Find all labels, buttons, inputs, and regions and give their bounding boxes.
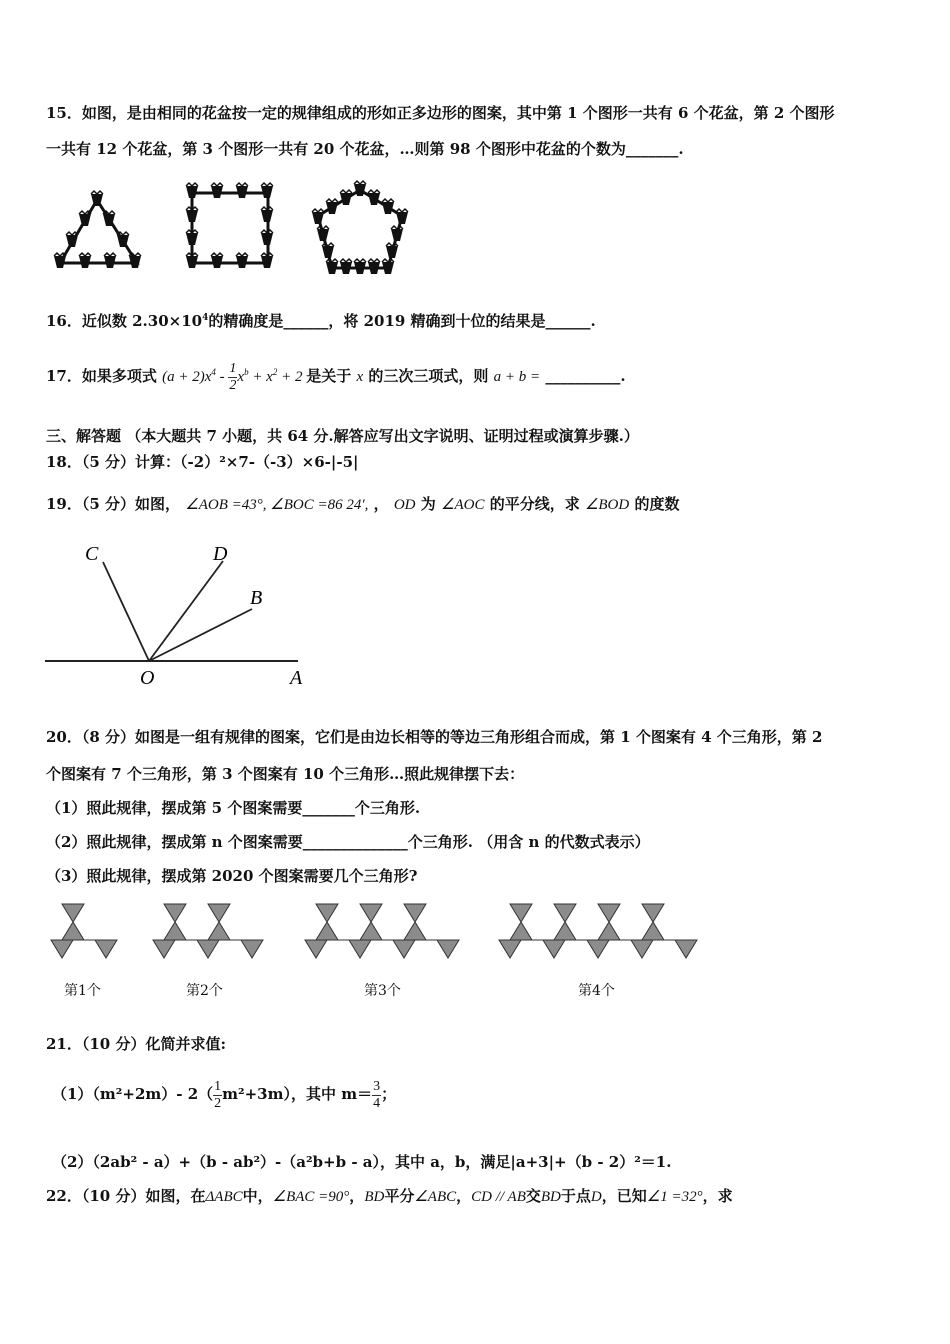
q22-i: ，求 <box>702 1187 733 1205</box>
bottom-triangle <box>499 940 521 958</box>
bottom-triangle <box>587 940 609 958</box>
middle-triangle <box>510 922 532 940</box>
middle-triangle <box>360 922 382 940</box>
q20-sub3: （3）照此规律，摆成第 2020 个图案需要几个三角形? <box>46 867 418 885</box>
flowerpot-square <box>192 193 268 263</box>
q21-m-num: 3 <box>373 1078 381 1094</box>
q17-mid: 是关于 <box>306 367 352 385</box>
q16-exp: 4 <box>202 313 209 323</box>
angle-figure <box>45 538 315 690</box>
top-triangle <box>208 904 230 922</box>
q21-p1-c: ； <box>381 1085 397 1103</box>
triangle-pots <box>54 191 141 268</box>
q16-a: 16．近似数 2.30×10 <box>46 312 203 330</box>
bottom-triangle <box>349 940 371 958</box>
q20-sub2: （2）照此规律，摆成第 n 个图案需要______________个三角形. （用含 n 的代数式表示） <box>46 833 650 851</box>
middle-triangle <box>208 922 230 940</box>
bottom-triangle <box>305 940 327 958</box>
caption-1: 第1个 <box>64 983 101 999</box>
top-triangle <box>510 904 532 922</box>
bottom-triangle <box>153 940 175 958</box>
q19-prefix: 19．（5 分）如图， <box>46 495 181 513</box>
q17-frac-num: 1 <box>229 361 237 377</box>
top-triangle <box>164 904 186 922</box>
q21-m-den: 4 <box>373 1095 381 1111</box>
bottom-triangle <box>437 940 459 958</box>
q17-frac-den: 2 <box>229 378 237 394</box>
q22-ang1: ∠1 =32° <box>646 1189 703 1205</box>
top-triangle <box>62 904 84 922</box>
q16 <box>46 308 596 331</box>
q15-line1: 15．如图，是由相同的花盆按一定的规律组成的形如正多边形的图案，其中第 1 个图形一共有 6 个花盆，第 2 个图形 <box>46 104 835 122</box>
top-triangle <box>316 904 338 922</box>
caption-2: 第2个 <box>186 983 223 999</box>
q17-poly-b: x <box>237 369 245 385</box>
q22-g: 于点 <box>560 1187 591 1205</box>
middle-triangle <box>404 922 426 940</box>
q17-blank: __________. <box>545 367 626 385</box>
bottom-triangle <box>543 940 565 958</box>
q21-p1-frac-den: 2 <box>214 1095 222 1111</box>
q19-bod: ∠BOD <box>584 497 630 513</box>
bottom-triangle <box>241 940 263 958</box>
q18: 18．（5 分）计算：（-2）²×7-（-3）×6-|-5| <box>46 453 359 471</box>
bottom-triangle <box>197 940 219 958</box>
q19-suffix: 的度数 <box>634 495 680 513</box>
q17-minus: - <box>215 369 229 385</box>
q19-wei: 为 <box>420 495 436 513</box>
q22-a: 22．（10 分）如图，在 <box>46 1187 206 1205</box>
q21-p1-b: m²+3m），其中 m＝ <box>222 1085 373 1103</box>
q22-triangle: ΔABC <box>205 1189 243 1205</box>
q22-bd2: BD <box>540 1189 561 1205</box>
section3-header: 三、解答题 （本大题共 7 小题，共 64 分.解答应写出文字说明、证明过程或演算步骤.） <box>46 427 639 445</box>
top-triangle <box>642 904 664 922</box>
ray-oc <box>103 562 149 661</box>
q17-poly-a: (a + 2)x <box>162 369 212 385</box>
middle-triangle <box>642 922 664 940</box>
label-o: O <box>140 667 155 689</box>
q21-p1-frac <box>213 1079 222 1112</box>
q16-b: 的精确度是______，将 2019 精确到十位的结果是______. <box>208 312 596 330</box>
q21-part1 <box>52 1072 396 1116</box>
caption-4: 第4个 <box>578 983 615 999</box>
q22-e: ， <box>456 1187 472 1205</box>
q15-line2: 一共有 12 个花盆，第 3 个图形一共有 20 个花盆，…则第 98 个图形中花盆的个数为_______. <box>46 140 684 158</box>
q17-poly-b-exp: b <box>244 367 249 377</box>
q22-bac: ∠BAC =90° <box>272 1189 350 1205</box>
q19-given: ∠AOB =43°, ∠BOC =86 24′, <box>185 497 369 513</box>
q17-var: x <box>356 369 364 385</box>
q22-c: ， <box>349 1187 365 1205</box>
q22 <box>46 1186 733 1207</box>
top-triangle <box>598 904 620 922</box>
label-d: D <box>213 543 228 565</box>
q17-poly-c-exp: 2 <box>272 367 278 377</box>
q22-cdab: CD // AB <box>471 1189 526 1205</box>
q17-mid2: 的三次三项式，则 <box>368 367 489 385</box>
q21-p1-frac-num: 1 <box>214 1078 222 1094</box>
bottom-triangle <box>675 940 697 958</box>
q17-prefix: 17．如果多项式 <box>46 367 157 385</box>
q22-h: ，已知 <box>601 1187 647 1205</box>
q22-dpt: D <box>590 1189 602 1205</box>
pentagon-pots <box>312 181 408 274</box>
label-a: A <box>290 667 303 689</box>
q17-poly-a-exp: 4 <box>211 367 216 377</box>
q19-mid: 的平分线，求 <box>489 495 580 513</box>
ray-od <box>149 561 223 661</box>
label-c: C <box>85 543 99 565</box>
middle-triangle <box>62 922 84 940</box>
q22-b: 中， <box>242 1187 273 1205</box>
q19-od: OD <box>393 497 416 513</box>
q17-poly-d: + 2 <box>277 369 303 385</box>
caption-3: 第3个 <box>364 983 401 999</box>
ray-ob <box>149 609 252 661</box>
q17-expr: a + b = <box>493 369 541 385</box>
q20-sub1: （1）照此规律，摆成第 5 个图案需要_______个三角形. <box>46 799 421 817</box>
middle-triangle <box>164 922 186 940</box>
q19 <box>46 494 679 515</box>
q21-p1-a: （1）（m²+2m）- 2（ <box>52 1085 214 1103</box>
q19-comma: ， <box>373 495 389 513</box>
q19-aoc: ∠AOC <box>441 497 485 513</box>
bottom-triangle <box>95 940 117 958</box>
q22-abc: ∠ABC <box>414 1189 457 1205</box>
q17 <box>46 352 626 397</box>
q21-part2: （2）（2ab² - a）+（b - ab²）-（a²b+b - a），其中 a，b，满足|a+3|+（b - 2）²＝1. <box>52 1153 672 1171</box>
top-triangle <box>360 904 382 922</box>
q22-f: 交 <box>525 1187 541 1205</box>
flowerpot-figures <box>45 178 415 286</box>
q22-d: 平分 <box>384 1187 415 1205</box>
q20-line2: 个图案有 7 个三角形，第 3 个图案有 10 个三角形…照此规律摆下去： <box>46 765 525 783</box>
middle-triangle <box>316 922 338 940</box>
q17-polynomial <box>162 361 306 394</box>
top-triangle <box>554 904 576 922</box>
middle-triangle <box>554 922 576 940</box>
bottom-triangle <box>51 940 73 958</box>
square-pots <box>186 183 273 268</box>
triangle-patterns <box>45 900 715 972</box>
q21-m-frac <box>372 1079 381 1112</box>
top-triangle <box>404 904 426 922</box>
label-b: B <box>250 587 263 609</box>
middle-triangle <box>598 922 620 940</box>
q17-poly-c: + x <box>248 369 273 385</box>
q20-line1: 20．（8 分）如图是一组有规律的图案，它们是由边长相等的等边三角形组合而成，第 1 个图案有 4 个三角形，第 2 <box>46 728 823 746</box>
bottom-triangle <box>631 940 653 958</box>
bottom-triangle <box>393 940 415 958</box>
q22-bd: BD <box>364 1189 385 1205</box>
q21-title: 21．（10 分）化简并求值: <box>46 1035 227 1053</box>
